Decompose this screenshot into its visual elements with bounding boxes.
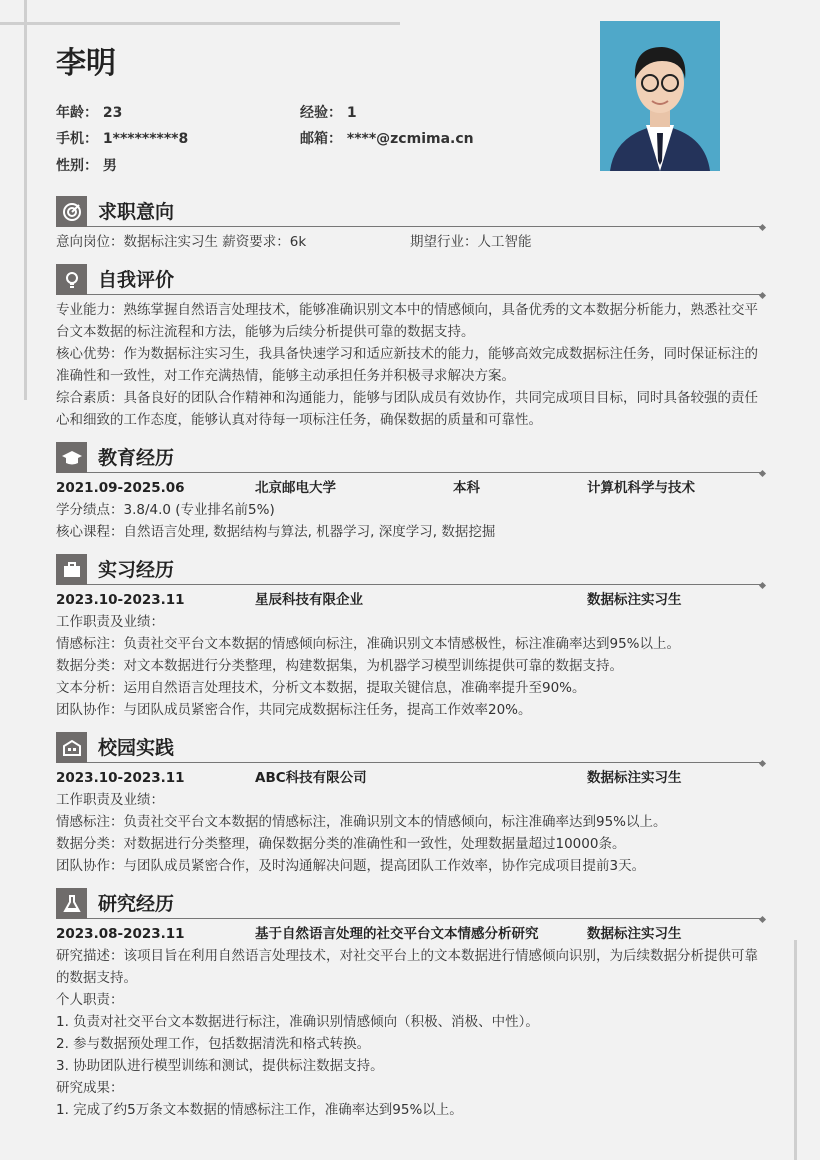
exp-label: 经验： [300, 105, 342, 121]
age [56, 102, 122, 122]
section-title: 教育经历 [98, 447, 175, 469]
text-line: 学分绩点：3.8/4.0 (专业排名前5%) [56, 502, 275, 518]
edu-degree: 本科 [453, 480, 480, 496]
intern-date: 2023.10-2023.11 [56, 592, 185, 608]
campus-company: ABC科技有限公司 [255, 770, 367, 786]
candidate-name: 李明 [56, 46, 116, 81]
edu-major: 计算机科学与技术 [587, 480, 695, 496]
flask-icon [56, 888, 87, 919]
text-line: 综合素质：具备良好的团队合作精神和沟通能力，能够与团队成员有效协作，共同完成项目目标，同时具备较强的责任心和细致的工作态度，能够认真对待每一项标注任务，确保数据的质量和可靠性。 [56, 390, 758, 428]
text-line: 3. 协助团队进行模型训练和测试，提供标注数据支持。 [56, 1058, 384, 1074]
text-line: 个人职责： [56, 992, 124, 1008]
text-line: 团队协作：与团队成员紧密合作，共同完成数据标注任务，提高工作效率20%。 [56, 702, 532, 718]
gender-value: 男 [102, 158, 117, 174]
email [300, 128, 474, 148]
section-job-intent [56, 195, 765, 253]
building-icon [56, 732, 87, 763]
phone-value: 1*********8 [102, 131, 189, 147]
text-line: 2. 参与数据预处理工作，包括数据清洗和格式转换。 [56, 1036, 371, 1052]
intern-role: 数据标注实习生 [587, 592, 682, 608]
research-project: 基于自然语言处理的社交平台文本情感分析研究 [255, 926, 539, 942]
text-line: 研究成果： [56, 1080, 124, 1096]
phone [56, 128, 188, 148]
target-icon [56, 196, 87, 227]
resume-content [56, 195, 765, 1131]
email-label: 邮箱： [300, 131, 342, 147]
internship-row [56, 589, 765, 611]
section-internship [56, 553, 765, 721]
text-line: 数据分类：对数据进行分类整理，确保数据分类的准确性和一致性，处理数据量超过10000条。 [56, 836, 626, 852]
research-date: 2023.08-2023.11 [56, 926, 185, 942]
decor-line [0, 22, 400, 25]
section-education [56, 441, 765, 543]
text-line: 核心优势：作为数据标注实习生，我具备快速学习和适应新技术的能力，能够高效完成数据标注任务，同时保证标注的准确性和一致性，对工作充满热情，能够主动承担任务并积极寻求解决方案。 [56, 346, 758, 384]
section-campus [56, 731, 765, 877]
age-value: 23 [102, 105, 123, 121]
gender [56, 155, 117, 175]
graduation-cap-icon [56, 442, 87, 473]
section-title: 校园实践 [98, 737, 175, 759]
decor-line [24, 0, 27, 400]
text-line: 情感标注：负责社交平台文本数据的情感倾向标注，准确识别文本情感极性，标注准确率达到95%以上。 [56, 636, 681, 652]
research-row [56, 923, 765, 945]
phone-label: 手机： [56, 131, 98, 147]
text-line: 研究描述：该项目旨在利用自然语言处理技术，对社交平台上的文本数据进行情感倾向识别，为后续数据分析提供可靠的数据支持。 [56, 948, 758, 986]
edu-school: 北京邮电大学 [255, 480, 336, 496]
experience [300, 102, 357, 122]
exp-value: 1 [346, 105, 357, 121]
campus-date: 2023.10-2023.11 [56, 770, 185, 786]
text-line: 1. 完成了约5万条文本数据的情感标注工作，准确率达到95%以上。 [56, 1102, 463, 1118]
section-title: 自我评价 [98, 269, 175, 291]
campus-row [56, 767, 765, 789]
intent-industry: 期望行业：人工智能 [410, 234, 532, 250]
intern-company: 星辰科技有限企业 [255, 592, 363, 608]
text-line: 文本分析：运用自然语言处理技术，分析文本数据，提取关键信息，准确率提升至90%。 [56, 680, 586, 696]
section-self-evaluation [56, 263, 765, 431]
section-research [56, 887, 765, 1121]
section-title: 研究经历 [98, 893, 175, 915]
education-row [56, 477, 765, 499]
email-value: ****@zcmima.cn [346, 131, 474, 147]
decor-line [794, 940, 797, 1160]
research-role: 数据标注实习生 [587, 926, 682, 942]
text-line: 核心课程：自然语言处理, 数据结构与算法, 机器学习, 深度学习, 数据挖掘 [56, 524, 496, 540]
campus-role: 数据标注实习生 [587, 770, 682, 786]
text-line: 工作职责及业绩： [56, 614, 164, 630]
text-line: 团队协作：与团队成员紧密合作，及时沟通解决问题，提高团队工作效率，协作完成项目提前3天。 [56, 858, 646, 874]
bulb-icon [56, 264, 87, 295]
text-line: 工作职责及业绩： [56, 792, 164, 808]
section-title: 求职意向 [98, 201, 175, 223]
section-title: 实习经历 [98, 559, 175, 581]
text-line: 数据分类：对文本数据进行分类整理，构建数据集，为机器学习模型训练提供可靠的数据支持。 [56, 658, 623, 674]
briefcase-icon [56, 554, 87, 585]
text-line: 1. 负责对社交平台文本数据进行标注，准确识别情感倾向（积极、消极、中性）。 [56, 1014, 539, 1030]
intent-position: 意向岗位：数据标注实习生 薪资要求：6k [56, 234, 307, 250]
text-line: 专业能力：熟练掌握自然语言处理技术，能够准确识别文本中的情感倾向，具备优秀的文本数据分析能力，熟悉社交平台文本数据的标注流程和方法，能够为后续分析提供可靠的数据支持。 [56, 302, 758, 340]
profile-photo [600, 21, 720, 171]
age-label: 年龄： [56, 105, 98, 121]
edu-date: 2021.09-2025.06 [56, 480, 185, 496]
text-line: 情感标注：负责社交平台文本数据的情感标注，准确识别文本的情感倾向，标注准确率达到95%以上。 [56, 814, 667, 830]
gender-label: 性别： [56, 158, 98, 174]
